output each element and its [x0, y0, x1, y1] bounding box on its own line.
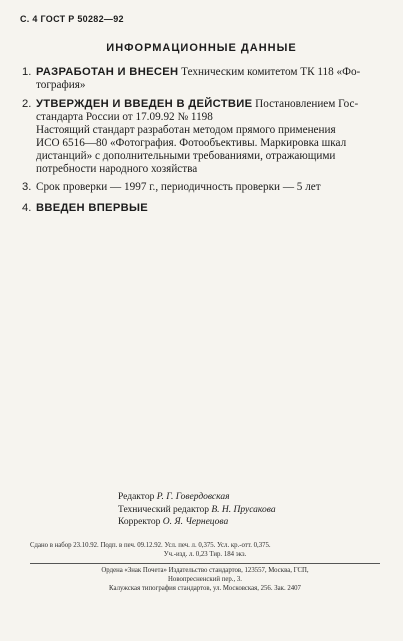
item-text: Срок проверки — 1997 г., периодичность проверки — 5 лет	[36, 181, 321, 193]
tech-editor-role: Технический редактор	[118, 504, 209, 515]
tech-editor-name: В. Н. Прусакова	[211, 504, 276, 515]
page-header: С. 4 ГОСТ Р 50282—92	[20, 14, 124, 24]
info-item-1	[22, 66, 382, 92]
section-title: ИНФОРМАЦИОННЫЕ ДАННЫЕ	[106, 42, 297, 54]
editor-role: Редактор	[118, 492, 155, 502]
tech-editor-line	[118, 504, 388, 517]
item-number: 4.	[22, 202, 32, 214]
item-text: Техническим комитетом ТК 118 «Фо-	[178, 66, 361, 78]
item-heading: УТВЕРЖДЕН И ВВЕДЕН В ДЕЙСТВИЕ	[36, 98, 253, 110]
item-number: 1.	[22, 66, 32, 78]
item-paragraph-line: ИСО 6516—80 «Фотография. Фотообъективы. Маркировка шкал	[36, 137, 347, 149]
imprint-line-1: Сдано в набор 23.10.92. Подп. в печ. 09.12.92. Усл. печ. л. 0,375. Усл. кр.-отт. 0,375.	[30, 542, 271, 549]
info-item-3	[22, 181, 382, 194]
item-paragraph-line: Настоящий стандарт разработан методом прямого применения	[36, 124, 336, 136]
item-heading: ВВЕДЕН ВПЕРВЫЕ	[36, 202, 148, 214]
editor-line	[118, 491, 388, 504]
imprint-line-5: Калужская типография стандартов, ул. Московская, 256. Зак. 2407	[109, 585, 301, 592]
info-item-2	[22, 98, 382, 176]
credits-block	[118, 491, 388, 529]
info-item-4	[22, 202, 382, 215]
imprint-line-3: Ордена «Знак Почета» Издательство стандартов, 123557, Москва, ГСП,	[101, 567, 309, 574]
item-paragraph-line: дистанций» с дополнительными требованиями, отражающими	[36, 150, 336, 162]
imprint-block	[30, 541, 380, 559]
item-text-continued: стандарта России от 17.09.92 № 1198	[36, 111, 213, 123]
corrector-line	[118, 516, 388, 529]
divider-line	[30, 563, 380, 564]
imprint-line-4: Новопресненский пер., 3.	[168, 576, 242, 583]
item-heading: РАЗРАБОТАН И ВНЕСЕН	[36, 66, 179, 78]
imprint-line-2: Уч.-изд. л. 0,23 Тир. 184 экз.	[163, 551, 247, 558]
item-number: 2.	[22, 98, 32, 110]
corrector-name: О. Я. Чернецова	[162, 517, 229, 527]
item-text: Постановлением Гос-	[252, 98, 359, 110]
editor-name: Р. Г. Говердовская	[156, 492, 230, 502]
item-text-continued: тография»	[36, 79, 86, 91]
item-number: 3.	[22, 181, 32, 193]
corrector-role: Корректор	[118, 517, 161, 527]
item-paragraph-line: потребности народного хозяйства	[36, 163, 198, 175]
publisher-block	[30, 566, 380, 593]
